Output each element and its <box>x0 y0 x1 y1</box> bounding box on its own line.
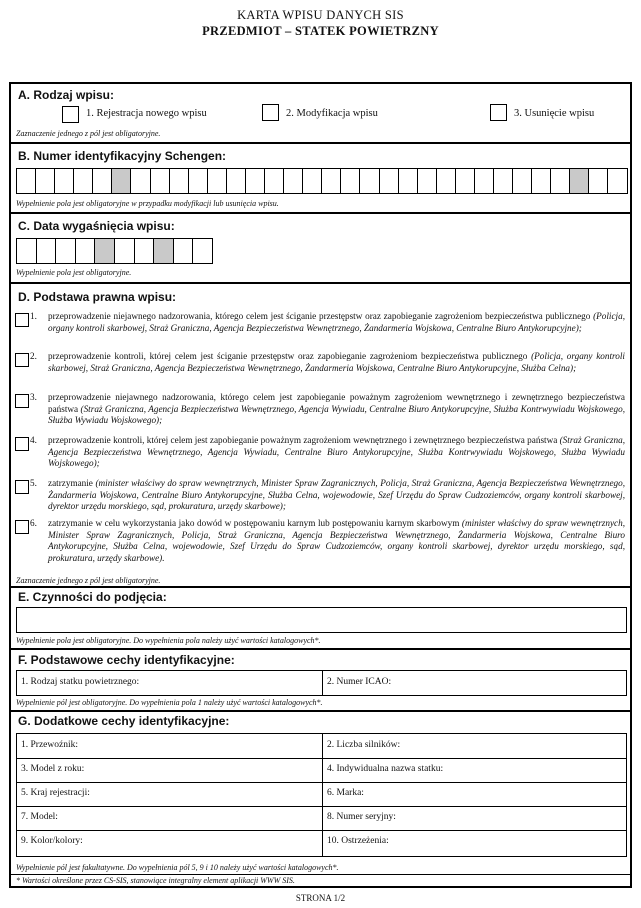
legal-basis-item <box>15 311 625 334</box>
section-f-title: F. Podstawowe cechy identyfikacyjne: <box>18 653 235 667</box>
form-subtitle: PRZEDMIOT – STATEK POWIETRZNY <box>202 24 439 38</box>
schengen-digit-cell[interactable] <box>130 168 150 194</box>
schengen-digit-cell[interactable] <box>16 168 36 194</box>
schengen-digit-cell[interactable] <box>493 168 513 194</box>
date-digit-cell[interactable] <box>153 238 174 264</box>
legal-basis-text: przeprowadzenie kontroli, której celem jest zapobieganie poważnym zagrożeniom wewnętrznego i zewnętrznego bezpieczeństwa państwa (Straż Graniczna, Agencja Bezpieczeństwa Wewnętrznego, Agencja Wywiadu, Centralne Biuro Antykorupcyjne, Służba Kontrwywiadu Wojskowego, Służba Wywiadu Wojskowego); <box>48 435 625 468</box>
schengen-digit-cell[interactable] <box>35 168 55 194</box>
schengen-digit-cell[interactable] <box>588 168 608 194</box>
schengen-digit-cell[interactable] <box>359 168 379 194</box>
schengen-digit-cell[interactable] <box>207 168 227 194</box>
schengen-digit-cell[interactable] <box>111 168 131 194</box>
schengen-digit-cell[interactable] <box>398 168 418 194</box>
additional-feature-field[interactable]: 6. Marka: <box>327 788 364 798</box>
date-digit-cell[interactable] <box>36 238 57 264</box>
schengen-digit-cell[interactable] <box>188 168 208 194</box>
schengen-digit-cell[interactable] <box>321 168 341 194</box>
legal-basis-number: 4. <box>30 435 37 445</box>
additional-feature-field[interactable]: 7. Model: <box>21 812 58 822</box>
date-digit-cell[interactable] <box>75 238 96 264</box>
schengen-digit-cell[interactable] <box>607 168 627 194</box>
legal-basis-item <box>15 392 625 427</box>
footnote: * Wartości określone przez CS-SIS, stanowiące integralny element aplikacji WWW SIS. <box>16 876 295 885</box>
schengen-digit-cell[interactable] <box>340 168 360 194</box>
section-d-note: Zaznaczenie jednego z pól jest obligatoryjne. <box>16 576 161 585</box>
additional-feature-field[interactable]: 8. Numer seryjny: <box>327 812 396 822</box>
schengen-digit-cell[interactable] <box>73 168 93 194</box>
legal-basis-item <box>15 518 625 564</box>
section-d-title: D. Podstawa prawna wpisu: <box>18 290 177 304</box>
section-g-note: Wypełnienie pól jest fakultatywne. Do wypełnienia pól 5, 9 i 10 należy użyć wartości katalogowych*. <box>16 863 339 872</box>
schengen-digit-cell[interactable] <box>245 168 265 194</box>
page-number: STRONA 1/2 <box>295 893 346 903</box>
schengen-digit-cell[interactable] <box>226 168 246 194</box>
additional-feature-field[interactable]: 5. Kraj rejestracji: <box>21 788 90 798</box>
legal-basis-number: 6. <box>30 518 37 528</box>
section-e-note: Wypełnienie pola jest obligatoryjne. Do wypełnienia pola należy użyć wartości katalogowych*. <box>16 636 321 645</box>
legal-basis-number: 5. <box>30 478 37 488</box>
basic-features-table <box>16 670 627 696</box>
actions-field[interactable] <box>16 607 627 633</box>
schengen-digit-cell[interactable] <box>150 168 170 194</box>
additional-feature-field[interactable]: 2. Liczba silników: <box>327 740 401 750</box>
date-digit-cell[interactable] <box>55 238 76 264</box>
schengen-digit-cell[interactable] <box>379 168 399 194</box>
label-delete-entry: 3. Usunięcie wpisu <box>514 108 595 119</box>
icao-number-label: 2. Numer ICAO: <box>327 677 392 687</box>
section-f-note: Wypełnienie pól jest obligatoryjne. Do wypełnienia pola 1 należy użyć wartości katalogowych*. <box>16 698 323 707</box>
schengen-digit-cell[interactable] <box>569 168 589 194</box>
section-e-title: E. Czynności do podjęcia: <box>18 590 167 604</box>
legal-basis-checkbox[interactable] <box>15 520 29 534</box>
legal-basis-checkbox[interactable] <box>15 437 29 451</box>
icao-number-field[interactable] <box>323 671 626 695</box>
schengen-digit-cell[interactable] <box>417 168 437 194</box>
legal-basis-checkbox[interactable] <box>15 394 29 408</box>
legal-basis-checkbox[interactable] <box>15 353 29 367</box>
checkbox-modify-entry[interactable] <box>262 104 279 121</box>
legal-basis-text: zatrzymanie w celu wykorzystania jako dowód w postępowaniu karnym lub postępowaniu karnym skarbowym (minister właściwy do spraw wewnętrznych, Minister Spraw Zagranicznych, Policja, Straż Graniczna, Agencja Bezpieczeństwa Wewnętrznego, Żandarmeria Wojskowa, Centralne Biuro Antykorupcyjne, Służba Celna, wojewodowie, Szef Urzędu do Spraw Cudzoziemców, organy kontroli skarbowej, dyrektor urzędu morskiego, sąd, prokuratura, urzędy skarbowe). <box>48 518 625 563</box>
additional-features-table <box>16 733 627 857</box>
divider <box>9 648 632 650</box>
date-digit-cell[interactable] <box>134 238 155 264</box>
aircraft-type-label: 1. Rodzaj statku powietrznego: <box>21 677 140 687</box>
legal-basis-text: przeprowadzenie niejawnego nadzorowania, którego celem jest zapobieganie poważnym zagrożeniom wewnętrznego i zewnętrznego bezpieczeństwa państwa (Straż Graniczna, Agencja Bezpieczeństwa Wewnętrznego, Agencja Wywiadu, Centralne Biuro Antykorupcyjne, Służba Kontrwywiadu Wojskowego, Służba Wywiadu Wojskowego); <box>48 392 625 425</box>
legal-basis-text: zatrzymanie (minister właściwy do spraw wewnętrznych, Minister Spraw Zagranicznych, Policja, Straż Graniczna, Agencja Bezpieczeństwa Wewnętrznego, Żandarmeria Wojskowa, Centralne Biuro Antykorupcyjne, Służba Celna, wojewodowie, Szef Urzędu do Spraw Cudzoziemców, organy kontroli skarbowej, dyrektor urzędu morskiego, sąd, prokuratura, urzędy skarbowe); <box>48 478 626 511</box>
legal-basis-item <box>15 435 625 470</box>
additional-feature-field[interactable]: 1. Przewoźnik: <box>21 740 78 750</box>
divider <box>9 586 632 588</box>
date-digit-cell[interactable] <box>173 238 194 264</box>
schengen-digit-cell[interactable] <box>92 168 112 194</box>
additional-feature-field[interactable]: 3. Model z roku: <box>21 764 85 774</box>
date-digit-cell[interactable] <box>114 238 135 264</box>
aircraft-type-field[interactable] <box>17 671 322 695</box>
schengen-digit-cell[interactable] <box>512 168 532 194</box>
schengen-digit-cell[interactable] <box>169 168 189 194</box>
schengen-digit-cell[interactable] <box>264 168 284 194</box>
form-title: KARTA WPISU DANYCH SIS <box>237 8 404 22</box>
divider <box>9 212 632 214</box>
legal-basis-number: 3. <box>30 392 37 402</box>
date-digit-cell[interactable] <box>16 238 37 264</box>
additional-feature-field[interactable]: 10. Ostrzeżenia: <box>327 836 389 846</box>
divider <box>9 874 632 875</box>
section-b-title: B. Numer identyfikacyjny Schengen: <box>18 149 227 163</box>
divider <box>9 710 632 712</box>
legal-basis-number: 1. <box>30 311 37 321</box>
divider <box>9 142 632 144</box>
section-b-note: Wypełnienie pola jest obligatoryjne w przypadku modyfikacji lub usunięcia wpisu. <box>16 199 279 208</box>
legal-basis-text: przeprowadzenie niejawnego nadzorowania, którego celem jest ściganie przestępstw oraz zapobieganie zagrożeniom bezpieczeństwa publicznego (Policja, organy kontroli skarbowej, Straż Graniczna, Agencja Bezpieczeństwa Wewnętrznego, Żandarmeria Wojskowa, Centralne Biuro Antykorupcyjne); <box>48 311 625 333</box>
checkbox-new-entry[interactable] <box>62 106 79 123</box>
schengen-digit-cell[interactable] <box>302 168 322 194</box>
schengen-digit-cell[interactable] <box>283 168 303 194</box>
schengen-digit-cell[interactable] <box>436 168 456 194</box>
legal-basis-checkbox[interactable] <box>15 313 29 327</box>
schengen-digit-cell[interactable] <box>550 168 570 194</box>
section-c-note: Wypełnienie pola jest obligatoryjne. <box>16 268 132 277</box>
date-digit-cell[interactable] <box>94 238 115 264</box>
section-a-note: Zaznaczenie jednego z pól jest obligatoryjne. <box>16 129 161 138</box>
legal-basis-number: 2. <box>30 351 37 361</box>
section-a-title: A. Rodzaj wpisu: <box>18 88 114 102</box>
date-digit-cell[interactable] <box>192 238 213 264</box>
legal-basis-item <box>15 478 625 513</box>
section-c-title: C. Data wygaśnięcia wpisu: <box>18 219 175 233</box>
schengen-digit-cell[interactable] <box>455 168 475 194</box>
label-new-entry: 1. Rejestracja nowego wpisu <box>86 108 207 119</box>
legal-basis-checkbox[interactable] <box>15 480 29 494</box>
divider <box>9 282 632 284</box>
additional-feature-field[interactable]: 9. Kolor/kolory: <box>21 836 83 846</box>
legal-basis-text: przeprowadzenie kontroli, której celem jest ściganie przestępstw oraz zapobieganie zagrożeniom bezpieczeństwa publicznego (Policja, organy kontroli skarbowej, Straż Graniczna, Agencja Bezpieczeństwa Wewnętrznego, Żandarmeria Wojskowa, Centralne Biuro Antykorupcyjne, Służba Celna); <box>48 351 625 373</box>
legal-basis-item <box>15 351 625 374</box>
schengen-digit-cell[interactable] <box>54 168 74 194</box>
schengen-digit-cell[interactable] <box>531 168 551 194</box>
section-g-title: G. Dodatkowe cechy identyfikacyjne: <box>18 714 230 728</box>
checkbox-delete-entry[interactable] <box>490 104 507 121</box>
label-modify-entry: 2. Modyfikacja wpisu <box>286 108 378 119</box>
additional-feature-field[interactable]: 4. Indywidualna nazwa statku: <box>327 764 444 774</box>
schengen-digit-cell[interactable] <box>474 168 494 194</box>
